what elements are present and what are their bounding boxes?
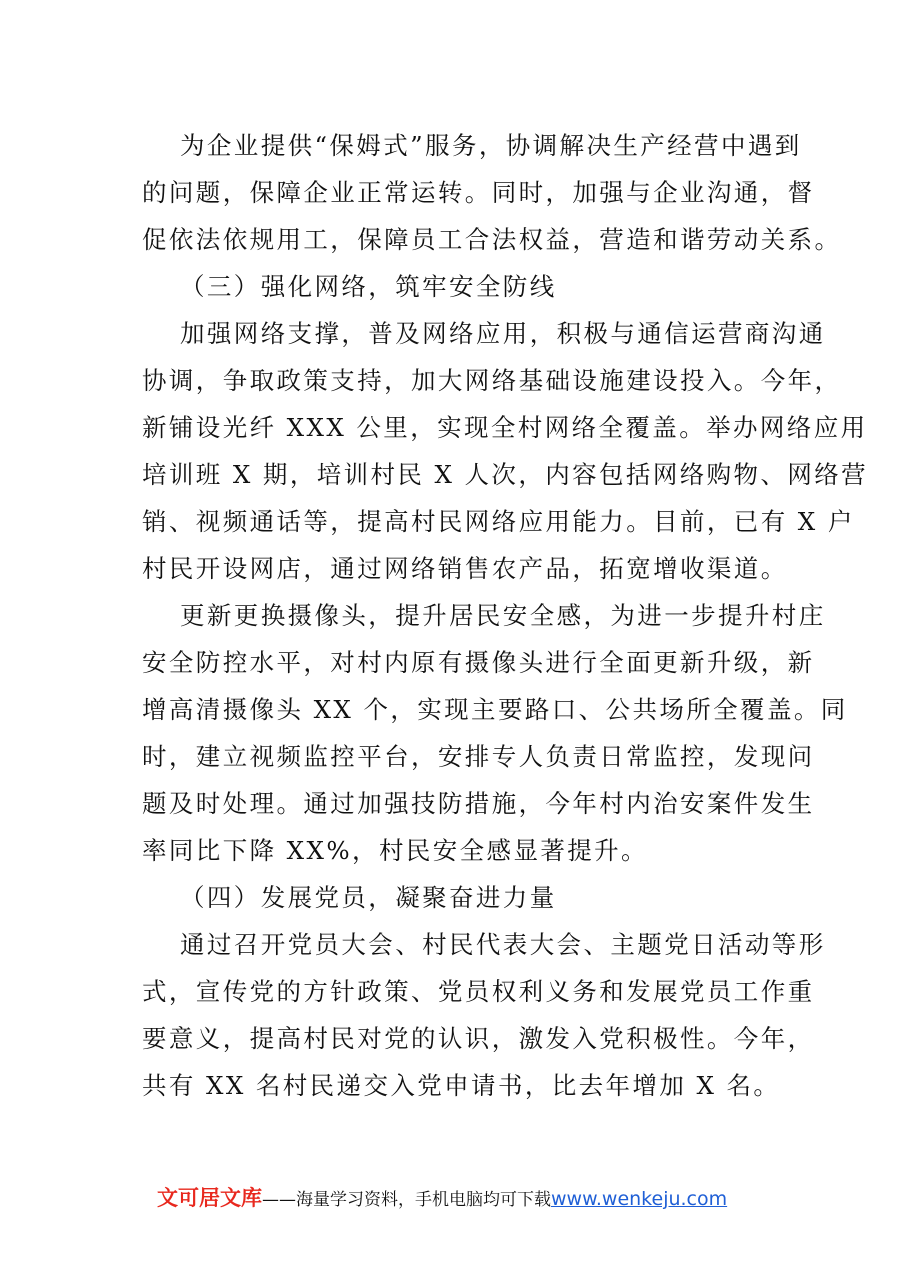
paragraph-line: 通过召开党员大会、村民代表大会、主题党日活动等形 [180,930,826,959]
paragraph-line: 协调，争取政策支持，加大网络基础设施建设投入。今年， [142,366,842,395]
paragraph-line: 要意义，提高村民对党的认识，激发入党积极性。今年， [142,1024,815,1053]
paragraph-line: 促依法依规用工，保障员工合法权益，营造和谐劳动关系。 [142,225,842,254]
paragraph-line: 村民开设网店，通过网络销售农产品，拓宽增收渠道。 [142,554,788,583]
paragraph-line: 共有 XX 名村民递交入党申请书，比去年增加 X 名。 [142,1071,781,1100]
paragraph-line: 更新更换摄像头，提升居民安全感，为进一步提升村庄 [180,601,826,630]
paragraph-line: 加强网络支撑，普及网络应用，积极与通信运营商沟通 [180,319,826,348]
section-heading-4: （四）发展党员，凝聚奋进力量 [180,883,557,912]
paragraph-line: 式，宣传党的方针政策、党员权利义务和发展党员工作重 [142,977,815,1006]
section-heading-3: （三）强化网络，筑牢安全防线 [180,272,557,301]
paragraph-line: 时，建立视频监控平台，安排专人负责日常监控，发现问 [142,742,815,771]
paragraph-line: 的问题，保障企业正常运转。同时，加强与企业沟通，督 [142,178,815,207]
footer-brand: 文可居文库 [157,1186,262,1210]
paragraph-line: 安全防控水平，对村内原有摄像头进行全面更新升级，新 [142,648,815,677]
footer-tagline: ——海量学习资料，手机电脑均可下载 [262,1190,551,1210]
footer-website-link[interactable]: www.wenkeju.com [551,1188,728,1210]
paragraph-line: 率同比下降 XX%，村民安全感显著提升。 [142,836,648,865]
paragraph-line: 为企业提供“保姆式”服务，协调解决生产经营中遇到 [180,131,802,160]
paragraph-line: 销、视频通话等，提高村民网络应用能力。目前，已有 X 户 [142,507,855,536]
paragraph-line: 增高清摄像头 XX 个，实现主要路口、公共场所全覆盖。同 [142,695,848,724]
paragraph-line: 培训班 X 期，培训村民 X 人次，内容包括网络购物、网络营 [142,460,869,489]
paragraph-line: 新铺设光纤 XXX 公里，实现全村网络全覆盖。举办网络应用 [142,413,868,442]
paragraph-line: 题及时处理。通过加强技防措施，今年村内治安案件发生 [142,789,815,818]
footer-banner [157,1182,727,1212]
